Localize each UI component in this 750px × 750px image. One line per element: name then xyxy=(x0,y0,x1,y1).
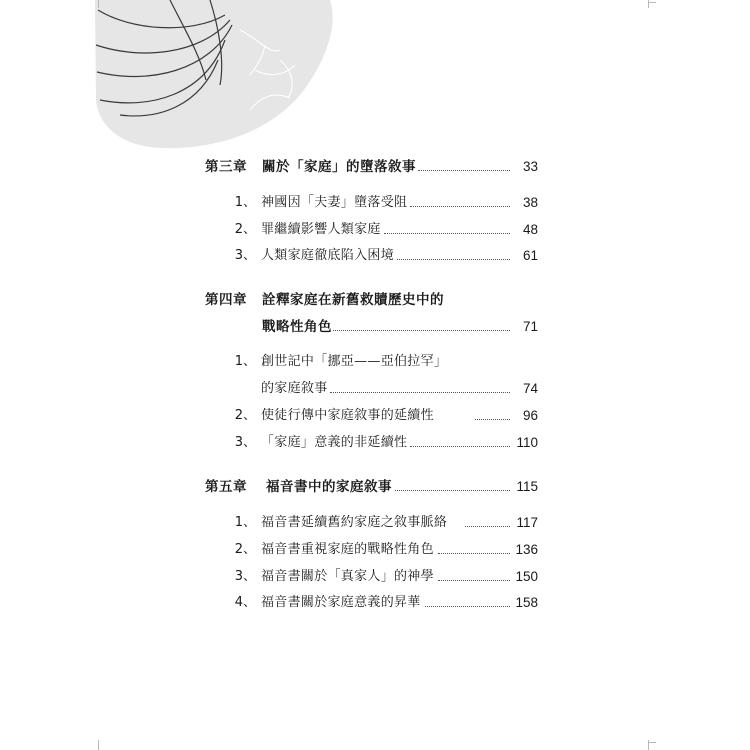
toc-section-row[interactable] xyxy=(0,593,750,613)
dot-leader xyxy=(465,526,510,527)
dot-leader xyxy=(384,233,510,234)
dot-leader xyxy=(333,330,510,331)
section-number: 3、 xyxy=(234,569,256,584)
toc-chapter-row[interactable] xyxy=(0,157,750,177)
dot-leader xyxy=(330,392,510,393)
page-number: 136 xyxy=(515,542,538,557)
chapter-title: 詮釋家庭在新舊救贖歷史中的 xyxy=(262,292,444,308)
dot-leader xyxy=(438,580,510,581)
section-number: 2、 xyxy=(234,222,256,237)
page-number: 61 xyxy=(522,248,538,263)
section-title: 福音書關於家庭意義的昇華 xyxy=(261,595,421,610)
page-number: 117 xyxy=(516,515,538,530)
dot-leader xyxy=(410,446,510,447)
dot-leader xyxy=(475,419,510,420)
chapter-title-continued: 戰略性角色 xyxy=(262,319,332,335)
dot-leader xyxy=(438,553,510,554)
toc-section-row[interactable] xyxy=(0,246,750,266)
section-number: 2、 xyxy=(234,408,256,423)
toc-section-row[interactable] xyxy=(0,406,750,426)
toc-section-row-continued[interactable] xyxy=(0,379,750,399)
section-number: 2、 xyxy=(234,542,256,557)
dot-leader xyxy=(418,170,510,171)
toc-section-row[interactable] xyxy=(0,352,750,372)
toc-section-row[interactable] xyxy=(0,567,750,587)
toc-section-row[interactable] xyxy=(0,193,750,213)
section-number: 1、 xyxy=(234,354,256,369)
section-number: 4、 xyxy=(234,595,256,610)
page-number: 115 xyxy=(516,479,538,494)
chapter-label: 第四章 xyxy=(205,292,247,308)
toc-section-row[interactable] xyxy=(0,220,750,240)
toc-section-row[interactable] xyxy=(0,540,750,560)
page-number: 33 xyxy=(522,159,538,174)
chapter-label: 第五章 xyxy=(205,479,247,495)
toc-section-row[interactable] xyxy=(0,433,750,453)
section-number: 3、 xyxy=(234,435,256,450)
chapter-label: 第三章 xyxy=(205,159,247,175)
section-title: 神國因「夫妻」墮落受阻 xyxy=(261,195,408,210)
section-title-continued: 的家庭敘事 xyxy=(261,381,328,396)
page-number: 71 xyxy=(522,319,538,334)
toc-chapter-row-continued[interactable] xyxy=(0,317,750,337)
section-title: 罪繼續影響人類家庭 xyxy=(261,222,381,237)
page-number: 74 xyxy=(522,381,538,396)
section-title: 福音書延續舊約家庭之敘事脈絡 xyxy=(261,515,448,530)
section-title: 人類家庭徹底陷入困境 xyxy=(261,248,395,263)
dot-leader xyxy=(410,206,510,207)
section-number: 1、 xyxy=(234,195,256,210)
page-number: 150 xyxy=(515,569,538,584)
section-number: 1、 xyxy=(234,515,256,530)
page-number: 38 xyxy=(522,195,538,210)
page-number: 110 xyxy=(516,435,538,450)
dot-leader xyxy=(395,490,510,491)
toc-chapter-row[interactable] xyxy=(0,477,750,497)
section-title: 使徒行傳中家庭敘事的延續性 xyxy=(261,408,434,423)
chapter-title: 關於「家庭」的墮落敘事 xyxy=(262,159,416,175)
page-number: 48 xyxy=(522,222,538,237)
dot-leader xyxy=(397,259,510,260)
page-number: 96 xyxy=(522,408,538,423)
dot-leader xyxy=(425,606,510,607)
section-title: 福音書重視家庭的戰略性角色 xyxy=(261,542,434,557)
toc-chapter-row[interactable] xyxy=(0,290,750,310)
chapter-title: 福音書中的家庭敘事 xyxy=(266,479,392,495)
section-number: 3、 xyxy=(234,248,256,263)
page-number: 158 xyxy=(515,595,538,610)
section-title: 福音書關於「真家人」的神學 xyxy=(261,569,434,584)
section-title: 「家庭」意義的非延續性 xyxy=(261,435,408,450)
section-title: 創世記中「挪亞——亞伯拉罕」 xyxy=(261,354,448,369)
toc-section-row[interactable] xyxy=(0,513,750,533)
